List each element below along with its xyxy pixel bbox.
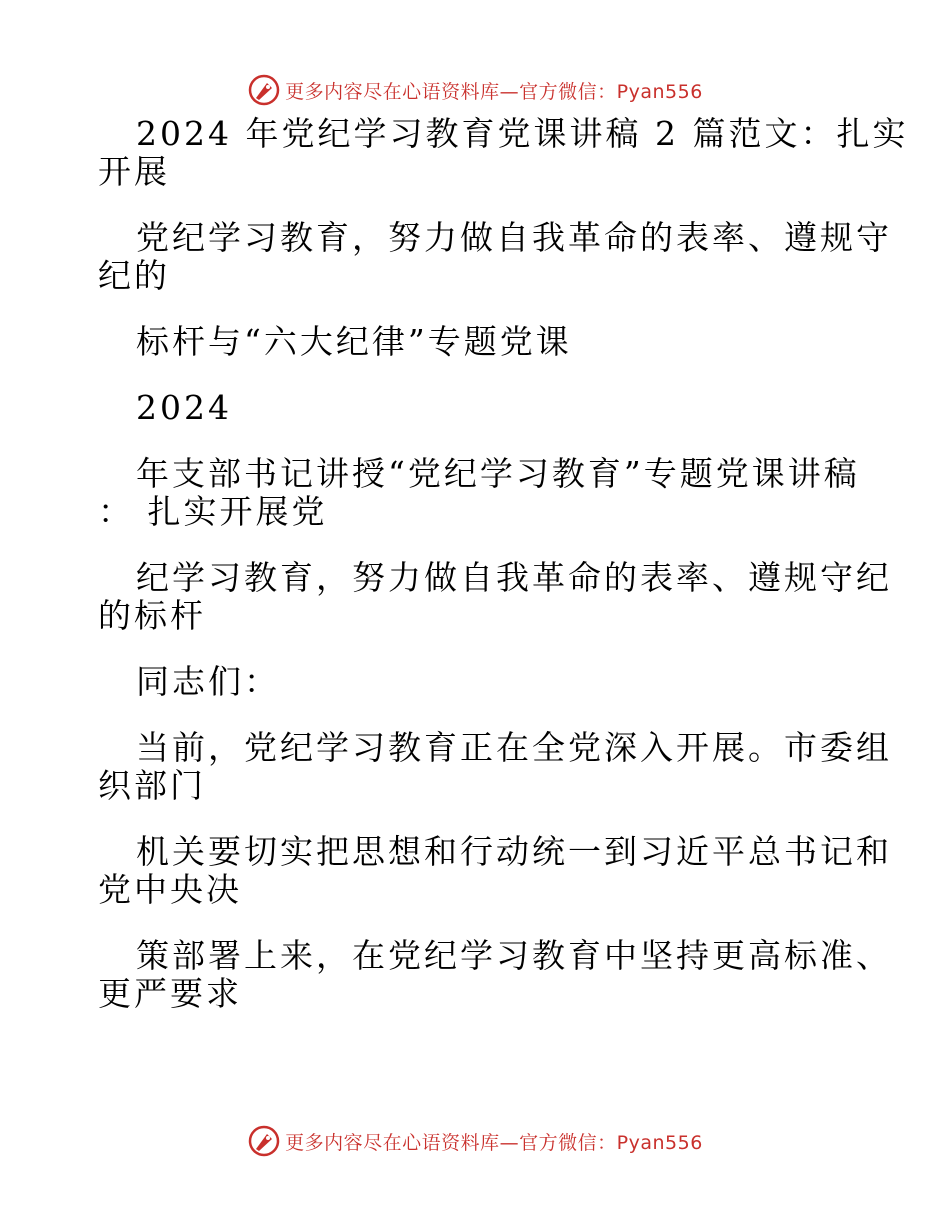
header-watermark-text: 更多内容尽在心语资料库—官方微信：Pyan556: [285, 80, 703, 103]
text-line: 机关要切实把思想和行动统一到习近平总书记和: [136, 832, 892, 871]
text-line: ： 扎实开展党: [98, 492, 328, 531]
text-line: 2024: [136, 388, 232, 427]
header-watermark: [0, 70, 950, 110]
text-line: 开展: [98, 152, 170, 191]
text-line: 党中央决: [98, 870, 242, 909]
text-line: 同志们：: [136, 662, 280, 701]
footer-watermark-text: 更多内容尽在心语资料库—官方微信：Pyan556: [285, 1131, 703, 1154]
text-line: 策部署上来，在党纪学习教育中坚持更高标准、: [136, 936, 892, 975]
text-line: 更严要求: [98, 974, 242, 1013]
text-line: 标杆与“六大纪律”专题党课: [136, 322, 572, 361]
pen-nib-logo-icon: [247, 73, 281, 107]
text-line: 纪学习教育，努力做自我革命的表率、遵规守纪: [136, 558, 892, 597]
text-line: 党纪学习教育，努力做自我革命的表率、遵规守: [136, 218, 892, 257]
text-line: 2024 年党纪学习教育党课讲稿 2 篇范文：扎实: [136, 114, 909, 153]
document-body: [98, 114, 909, 1013]
footer-watermark: [0, 1121, 950, 1161]
pen-nib-logo-icon: [247, 1124, 281, 1158]
text-line: 织部门: [98, 766, 206, 805]
text-line: 当前，党纪学习教育正在全党深入开展。市委组: [136, 728, 892, 767]
text-line: 年支部书记讲授“党纪学习教育”专题党课讲稿: [136, 454, 860, 493]
text-line: 纪的: [98, 256, 170, 295]
text-line: 的标杆: [98, 596, 206, 635]
